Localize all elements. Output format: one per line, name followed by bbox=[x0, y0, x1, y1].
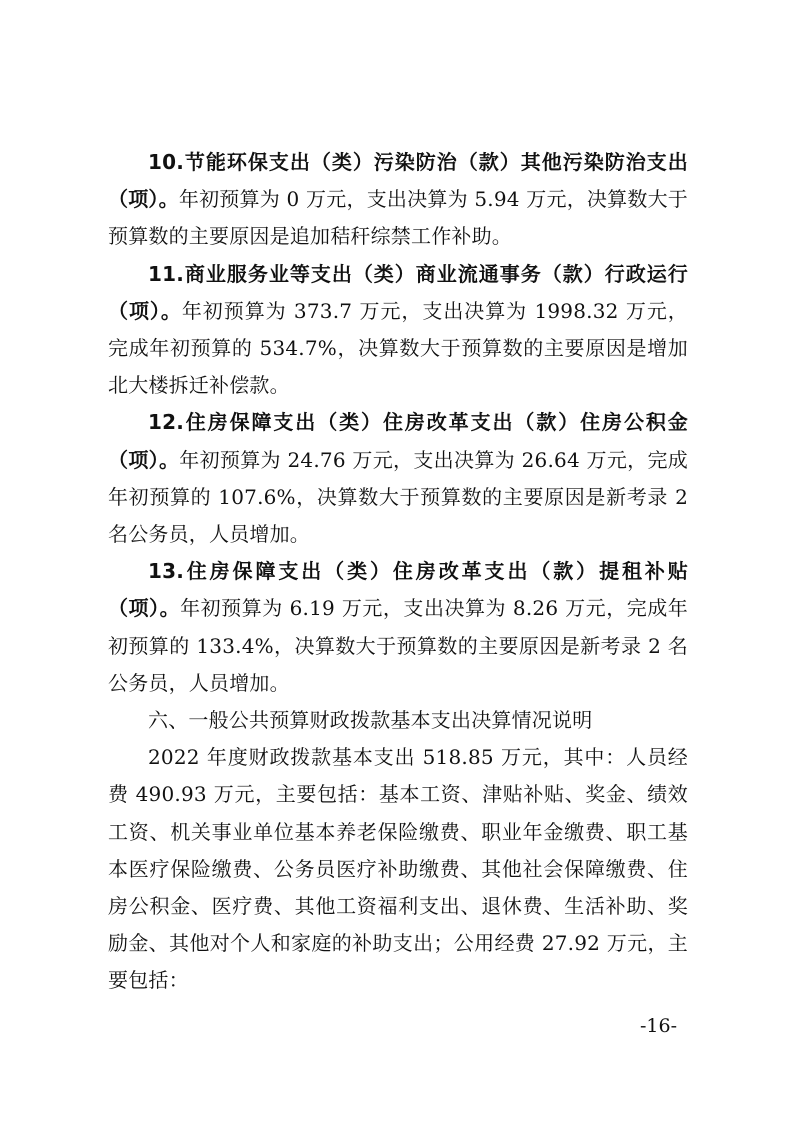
paragraph-item-10-text: 年初预算为 0 万元，支出决算为 5.94 万元，决算数大于预算数的主要原因是追加秸秆综禁工作补助。 bbox=[108, 187, 688, 249]
paragraph-item-11-title: 11.商业服务业等支出（类）商业流通事务（款）行政运行（项）。 bbox=[108, 261, 688, 323]
section-body: 2022 年度财政拨款基本支出 518.85 万元，其中：人员经费 490.93 万元，主要包括：基本工资、津贴补贴、奖金、绩效工资、机关事业单位基本养老保险缴费、职业年金缴费、职工基本医疗保险缴费、公务员医疗补助缴费、其他社会保障缴费、住房公积金、医疗费、其他工资福利支出、退休费、生活补助、奖励金、其他对个人和家庭的补助支出；公用经费 27.92 万元，主要包括： bbox=[108, 745, 688, 993]
page-number: -16- bbox=[640, 1015, 678, 1037]
paragraph-item-12-text: 年初预算为 24.76 万元，支出决算为 26.64 万元，完成年初预算的 107.6%，决算数大于预算数的主要原因是新考录 2 名公务员，人员增加。 bbox=[108, 447, 688, 547]
paragraph-item-10-title: 10.节能环保支出（类）污染防治（款）其他污染防治支出（项）。 bbox=[108, 150, 688, 212]
paragraph-item-13-title: 13.住房保障支出（类）住房改革支出（款）提租补贴（项）。 bbox=[108, 559, 688, 621]
paragraph-item-13 bbox=[108, 553, 688, 702]
paragraph-item-12 bbox=[108, 404, 688, 553]
paragraph-item-11 bbox=[108, 256, 688, 405]
page-content bbox=[108, 144, 688, 1000]
paragraph-item-12-title: 12.住房保障支出（类）住房改革支出（款）住房公积金（项）。 bbox=[108, 410, 688, 472]
section-heading: 六、一般公共预算财政拨款基本支出决算情况说明 bbox=[148, 708, 593, 733]
paragraph-item-11-text: 年初预算为 373.7 万元，支出决算为 1998.32 万元，完成年初预算的 534.7%，决算数大于预算数的主要原因是增加北大楼拆迁补偿款。 bbox=[108, 298, 688, 398]
paragraph-item-10 bbox=[108, 144, 688, 256]
paragraph-item-13-text: 年初预算为 6.19 万元，支出决算为 8.26 万元，完成年初预算的 133.4%，决算数大于预算数的主要原因是新考录 2 名公务员，人员增加。 bbox=[108, 596, 688, 695]
